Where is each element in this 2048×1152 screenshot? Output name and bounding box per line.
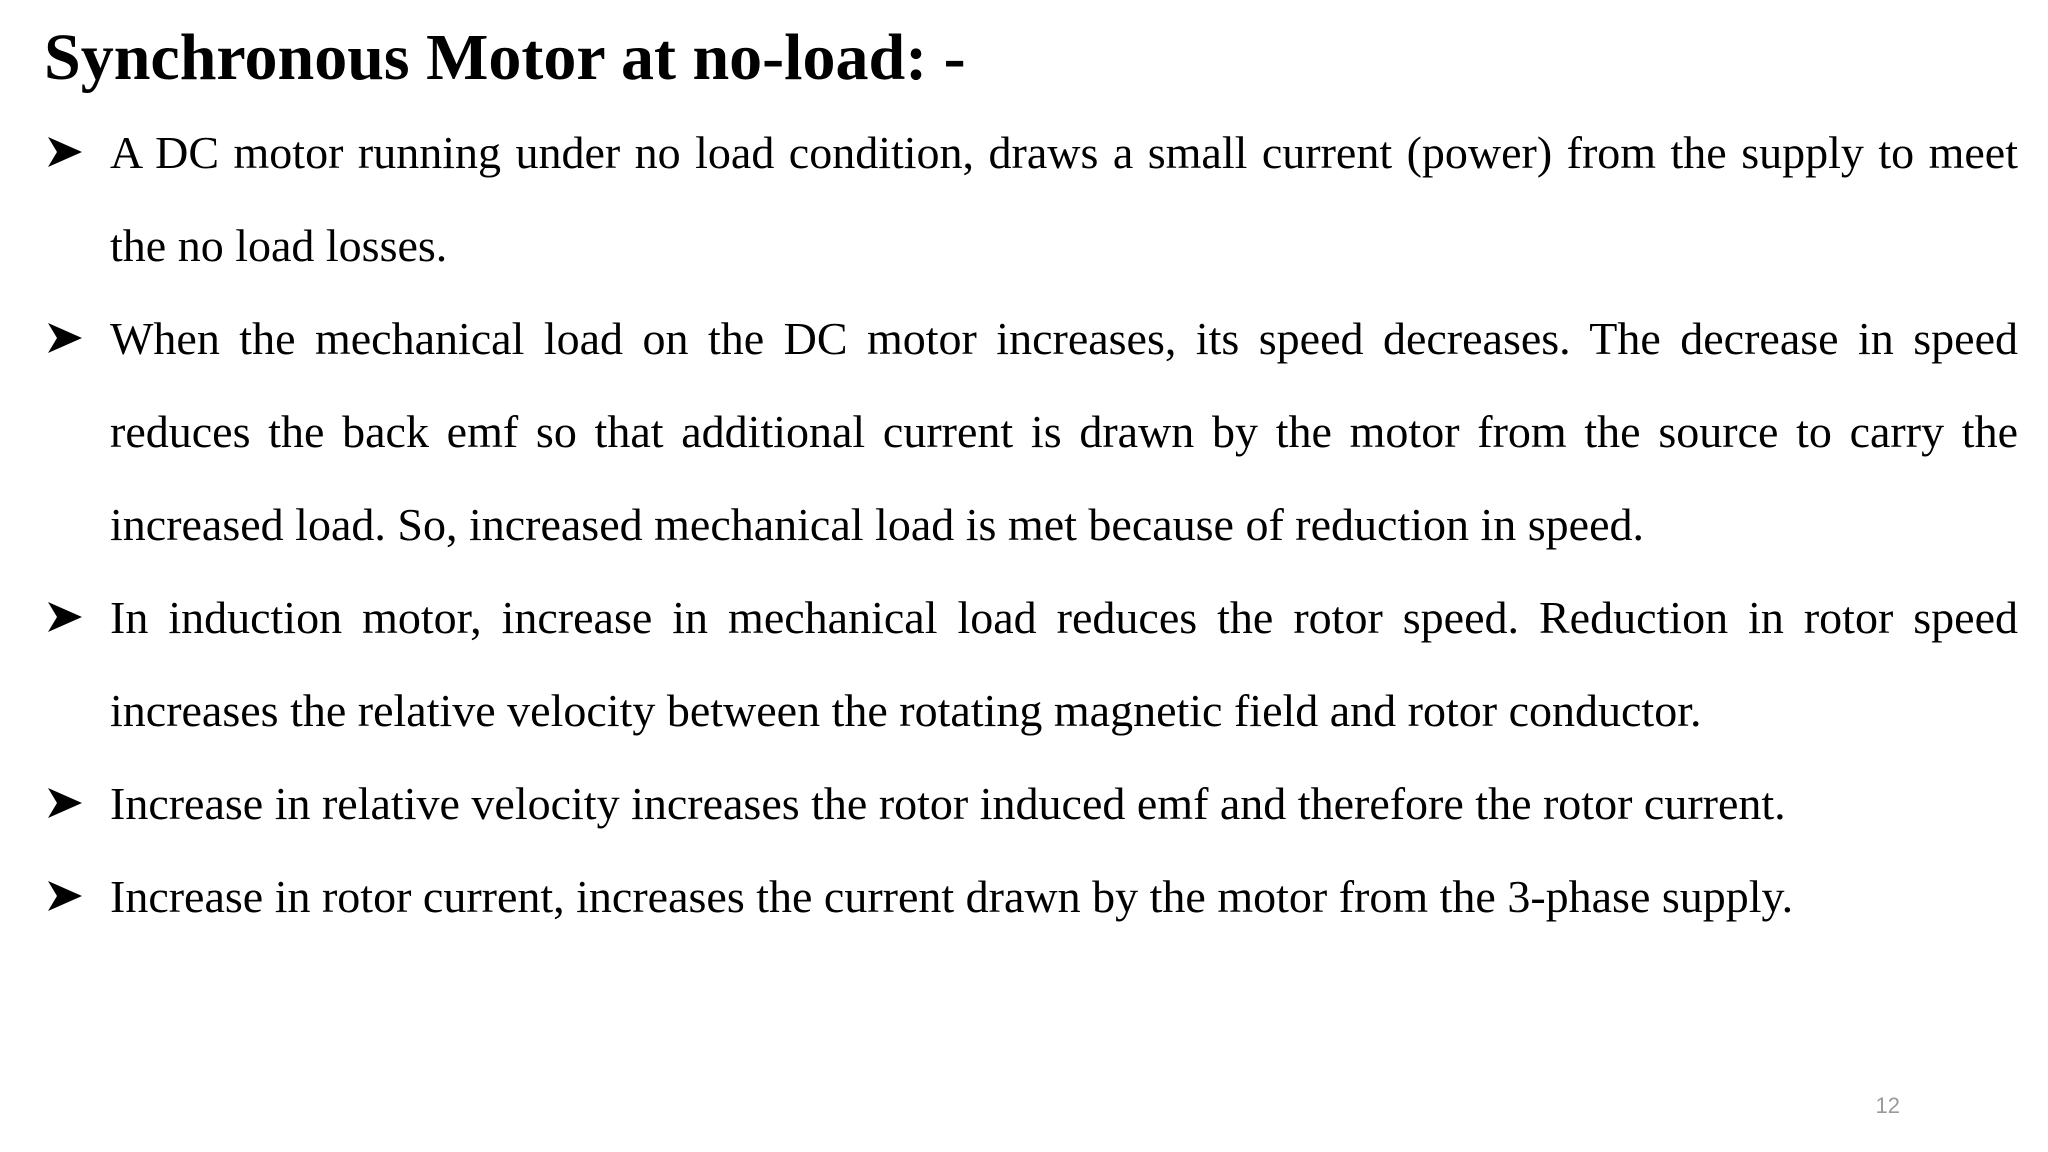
bullet-list xyxy=(44,106,2018,943)
bullet-item xyxy=(44,571,2018,757)
bullet-item xyxy=(44,850,2018,943)
page-number: 12 xyxy=(1875,1093,1900,1118)
bullet-text: When the mechanical load on the DC motor increases, its speed decreases. The decrease in speed reduces the back emf so that additional current is drawn by the motor from the source to carry the increased load. So, increased mechanical load is met because of reduction in speed. xyxy=(110,313,2018,550)
bullet-text: A DC motor running under no load condition, draws a small current (power) from the supply to meet the no load losses. xyxy=(110,127,2018,271)
arrowhead-bullet-icon xyxy=(48,602,82,632)
arrowhead-bullet-icon xyxy=(48,788,82,818)
bullet-item xyxy=(44,757,2018,850)
bullet-text: In induction motor, increase in mechanical load reduces the rotor speed. Reduction in rotor speed increases the relative velocity between the rotating magnetic field and rotor conductor. xyxy=(110,592,2018,736)
arrowhead-bullet-icon xyxy=(48,137,82,167)
bullet-item xyxy=(44,106,2018,292)
bullet-item xyxy=(44,292,2018,571)
slide-title: Synchronous Motor at no-load: - xyxy=(44,21,966,94)
arrowhead-bullet-icon xyxy=(48,881,82,911)
bullet-text: Increase in relative velocity increases the rotor induced emf and therefore the rotor current. xyxy=(110,778,1786,829)
arrowhead-bullet-icon xyxy=(48,323,82,353)
bullet-text: Increase in rotor current, increases the current drawn by the motor from the 3-phase supply. xyxy=(110,871,1794,922)
